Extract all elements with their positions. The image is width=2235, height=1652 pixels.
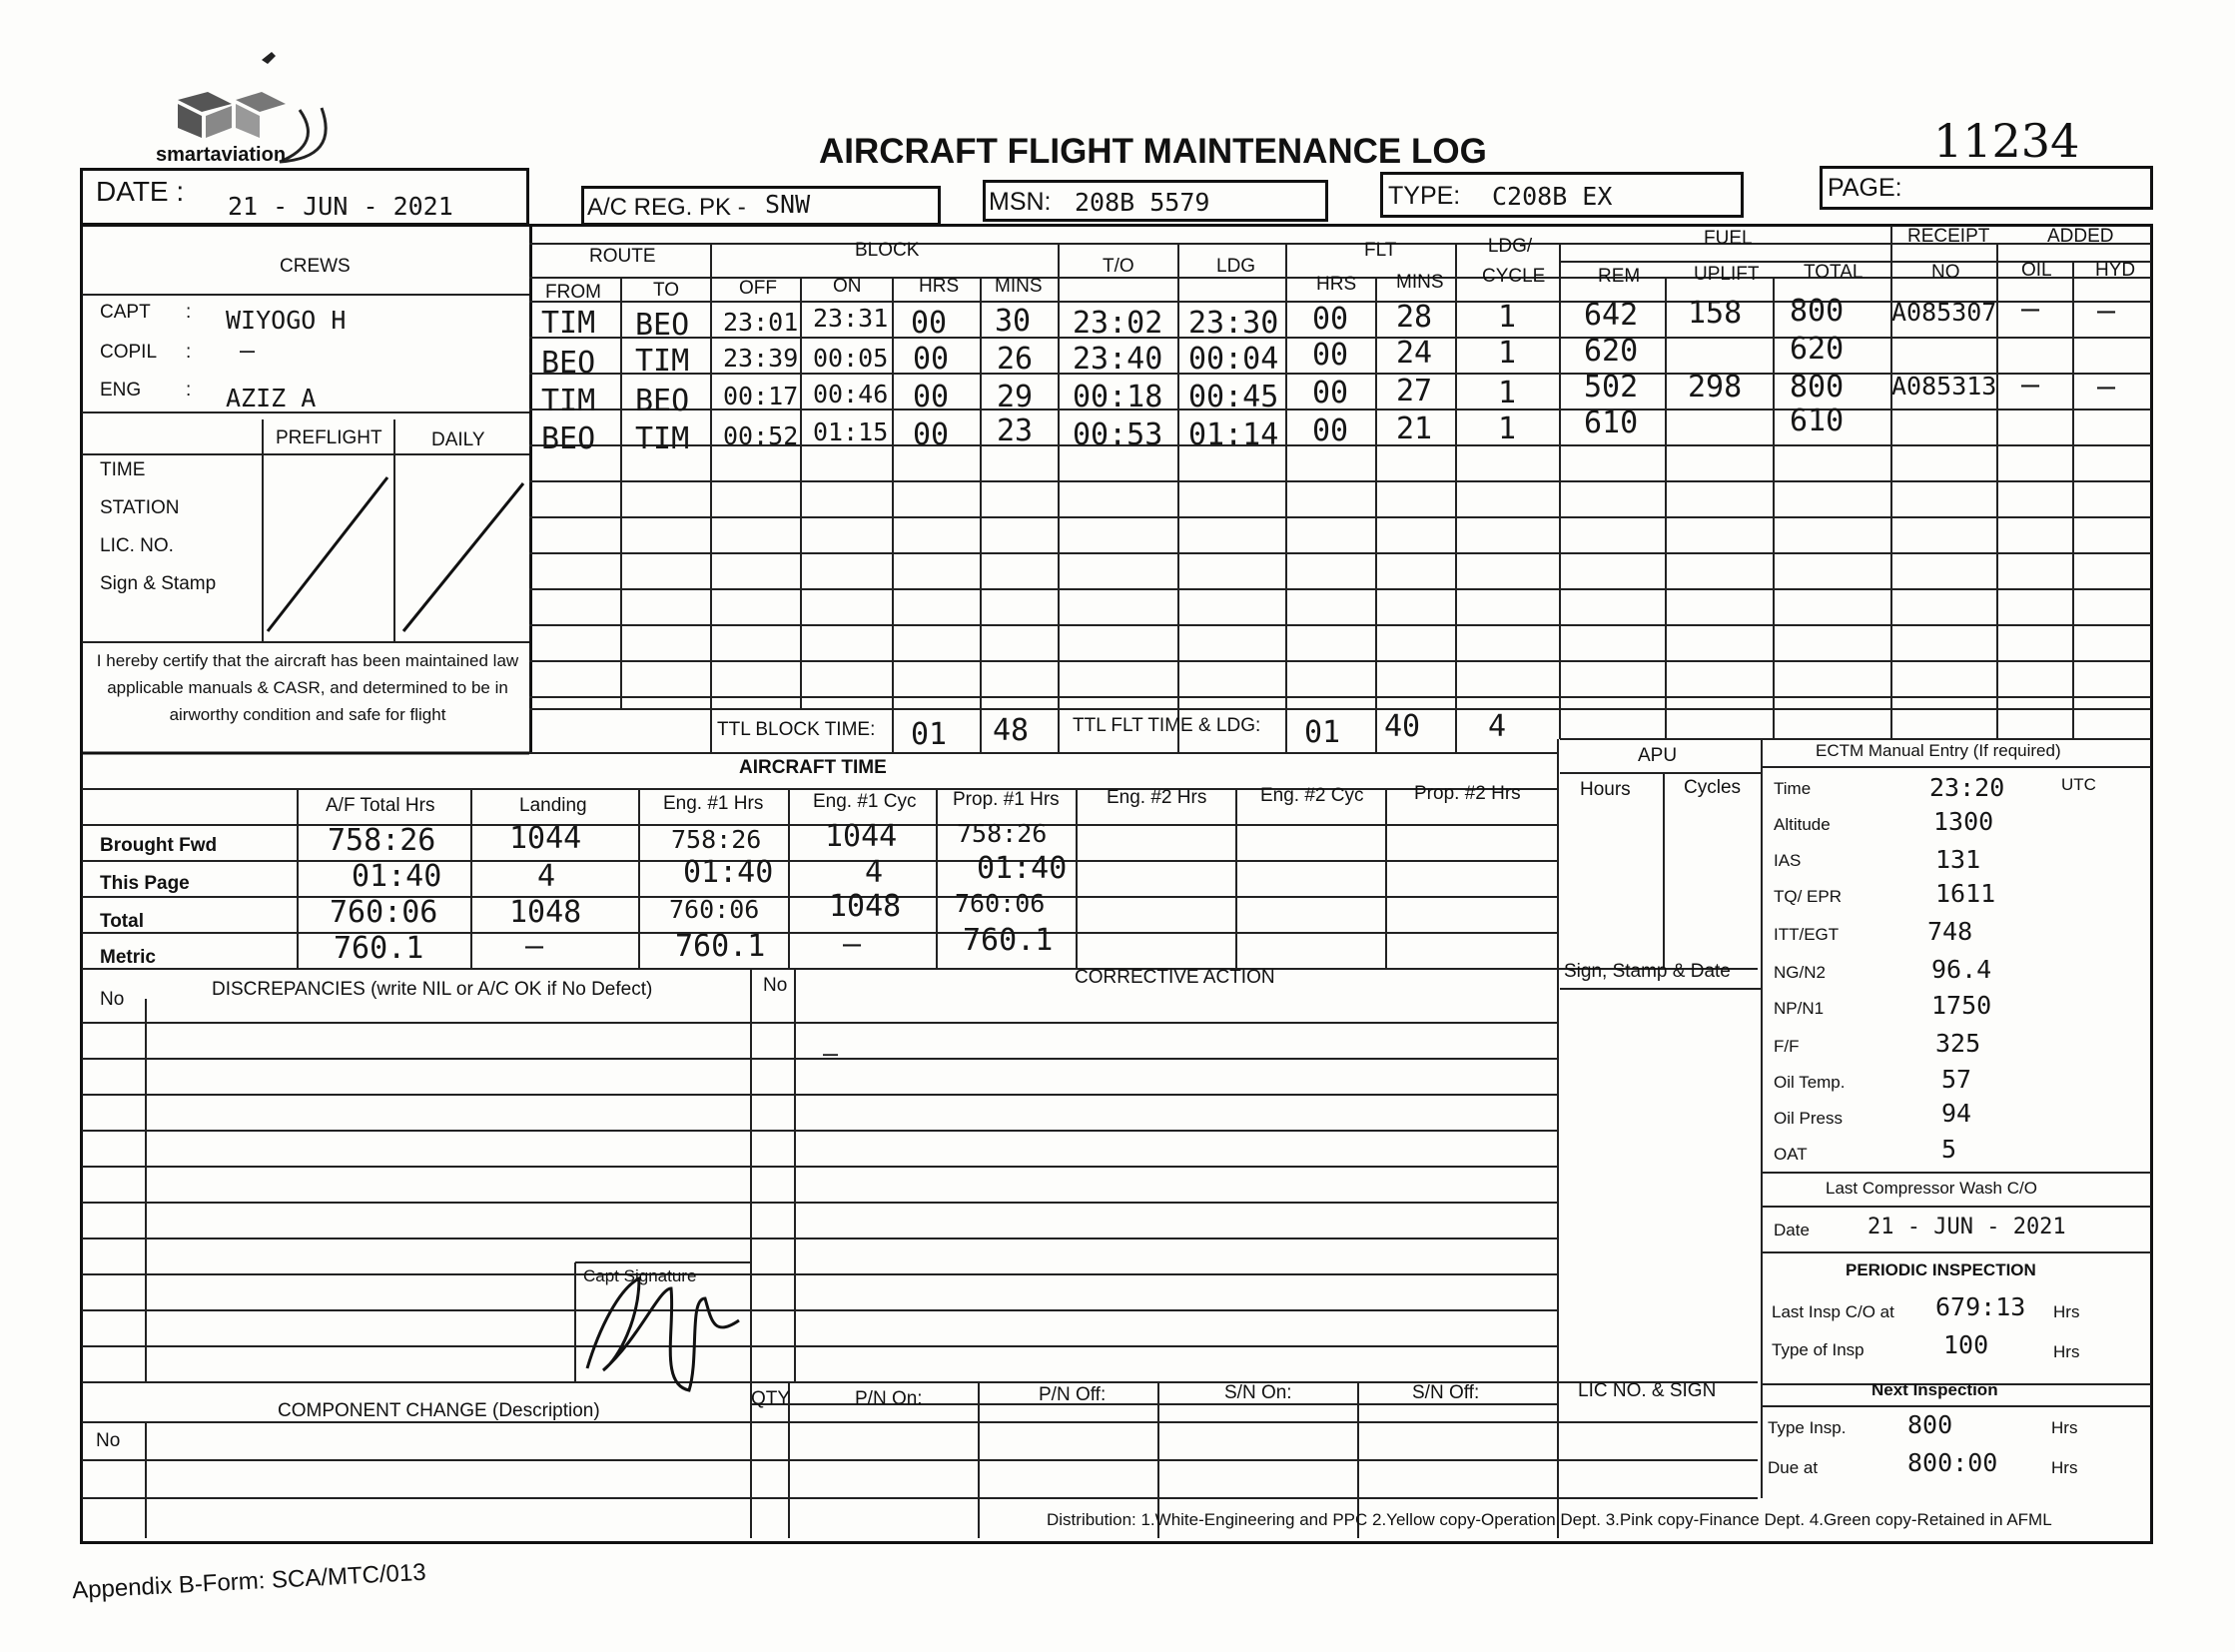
aircraft-time-title: AIRCRAFT TIME — [739, 757, 887, 778]
added-header: ADDED — [2047, 226, 2114, 247]
col-eng2-hrs: Eng. #2 Hrs — [1107, 787, 1207, 808]
flight-on: 01:15 — [813, 417, 889, 446]
acreg-label: A/C REG. PK - — [587, 194, 746, 221]
fuel-total: 610 — [1790, 404, 1845, 438]
type-insp-value: 100 — [1943, 1330, 1989, 1359]
flight-off: 23:01 — [723, 308, 799, 337]
fuel-total: 800 — [1790, 294, 1845, 329]
to-time-header: T/O — [1103, 256, 1134, 277]
fuel-uplift: 158 — [1688, 296, 1743, 331]
ectm-label: IAS — [1774, 851, 1802, 870]
af-total-hrs-value: 01:40 — [352, 859, 442, 894]
ectm-value: 1611 — [1935, 879, 1996, 908]
row-total: Total — [100, 911, 144, 932]
fuel-rem: 610 — [1584, 406, 1639, 440]
flight-mins: 23 — [997, 413, 1034, 448]
flight-cycle: 1 — [1498, 412, 1517, 446]
route-header: ROUTE — [589, 246, 656, 267]
ectm-label: Time — [1774, 779, 1812, 798]
logo-text: smartaviation — [156, 144, 287, 166]
capt-value: WIYOGO H — [226, 306, 347, 335]
corrective-no-header: No — [763, 975, 788, 996]
fuel-rem: 502 — [1584, 370, 1639, 405]
sn-on-header: S/N On: — [1224, 1382, 1292, 1403]
flight-mins: 29 — [997, 380, 1034, 414]
eng1-cyc-value: – — [843, 927, 862, 962]
landing-value: 1044 — [509, 821, 582, 856]
col-eng1-cyc: Eng. #1 Cyc — [813, 791, 917, 812]
block-header: BLOCK — [855, 240, 920, 261]
certification-text: I hereby certify that the aircraft has been maintained law applicable manuals & CASR, and determined to be in airworthy condition and safe for flight — [96, 651, 519, 724]
appendix-form-id: Appendix B-Form: SCA/MTC/013 — [71, 1558, 427, 1605]
flight-from: BEO — [541, 421, 596, 456]
ectm-value: 96.4 — [1931, 955, 1992, 984]
ttl-block-mins: 48 — [993, 713, 1030, 748]
flight-landing: 00:45 — [1188, 380, 1279, 414]
copil-label: COPIL — [100, 342, 158, 363]
flight-takeoff: 23:40 — [1073, 342, 1163, 377]
eng1-hrs-value: 01:40 — [683, 855, 774, 890]
rem-header: REM — [1598, 266, 1641, 287]
wash-date-value: 21 - JUN - 2021 — [1867, 1215, 2066, 1239]
eng1-cyc-value: 1048 — [829, 889, 902, 924]
licno-label: LIC. NO. — [100, 535, 174, 556]
ectm-label: Oil Temp. — [1774, 1073, 1846, 1092]
capt-signature-mark — [587, 1278, 739, 1390]
ectm-title: ECTM Manual Entry (If required) — [1816, 741, 2061, 760]
serial-number: 11234 — [1933, 114, 2080, 168]
discrepancy-no-header: No — [100, 989, 125, 1010]
flight-from: BEO — [541, 346, 596, 381]
off-header: OFF — [739, 278, 777, 299]
from-header: FROM — [545, 282, 601, 303]
flight-to: BEO — [635, 308, 690, 343]
msn-label: MSN: — [989, 188, 1052, 216]
flight-flt-mins: 21 — [1396, 412, 1433, 446]
on-header: ON — [833, 276, 862, 297]
flight-landing: 23:30 — [1188, 306, 1279, 341]
receipt-header: RECEIPT — [1907, 226, 1990, 247]
page-title: AIRCRAFT FLIGHT MAINTENANCE LOG — [819, 132, 1487, 171]
flt-hrs-header: HRS — [1316, 274, 1357, 295]
flight-on: 00:05 — [813, 344, 889, 373]
apu-hours: Hours — [1580, 779, 1631, 800]
preflight-label: PREFLIGHT — [276, 427, 382, 448]
flight-hrs: 00 — [913, 380, 950, 414]
landing-value: 1048 — [509, 895, 582, 930]
col-eng1-hrs: Eng. #1 Hrs — [663, 793, 764, 814]
type-label: TYPE: — [1388, 182, 1461, 210]
hyd-added: – — [2097, 370, 2116, 405]
flight-off: 00:17 — [723, 382, 799, 411]
due-at-label: Due at — [1768, 1458, 1819, 1477]
oil-added: – — [2021, 368, 2040, 403]
ttl-block-label: TTL BLOCK TIME: — [717, 719, 876, 740]
flight-flt-mins: 24 — [1396, 336, 1433, 371]
acreg-value: SNW — [765, 190, 811, 219]
col-landing: Landing — [519, 795, 587, 816]
ectm-label: NP/N1 — [1774, 999, 1825, 1018]
flight-hrs: 00 — [913, 342, 950, 377]
eng1-hrs-value: 760.1 — [675, 929, 766, 964]
flight-flt-mins: 27 — [1396, 374, 1433, 409]
ldg-header: LDG — [1216, 256, 1256, 277]
row-brought-fwd: Brought Fwd — [100, 835, 218, 856]
flight-mins: 30 — [995, 304, 1032, 339]
af-total-hrs-value: 760:06 — [330, 895, 438, 930]
block-hrs-header: HRS — [919, 276, 960, 297]
ectm-label: TQ/ EPR — [1774, 887, 1843, 906]
copil-value: — — [240, 336, 256, 365]
last-insp-hrs: Hrs — [2053, 1302, 2080, 1321]
due-at-hrs: Hrs — [2051, 1458, 2078, 1477]
landing-value: – — [525, 929, 544, 964]
time-label: TIME — [100, 459, 146, 480]
ttl-flt-label: TTL FLT TIME & LDG: — [1073, 715, 1261, 736]
station-label: STATION — [100, 497, 180, 518]
due-at-value: 800:00 — [1907, 1448, 1998, 1477]
block-mins-header: MINS — [995, 276, 1043, 297]
flight-takeoff: 00:53 — [1073, 417, 1163, 452]
flight-on: 00:46 — [813, 380, 889, 409]
flight-flt-hrs: 00 — [1312, 338, 1349, 373]
date-label: DATE : — [96, 176, 185, 207]
flight-from: TIM — [541, 384, 596, 418]
ttl-flt-mins: 40 — [1384, 709, 1421, 744]
type-insp-label: Type of Insp — [1772, 1340, 1864, 1359]
sign-stamp-date-header: Sign, Stamp & Date — [1564, 961, 1731, 982]
lic-sign-header: LIC NO. & SIGN — [1578, 1380, 1717, 1401]
flight-to: TIM — [635, 421, 690, 456]
to-header: TO — [653, 280, 680, 301]
sign-stamp-label: Sign & Stamp — [100, 573, 217, 594]
ectm-value: 1300 — [1933, 807, 1994, 836]
ectm-label: Oil Press — [1774, 1109, 1843, 1128]
ectm-unit: UTC — [2061, 775, 2096, 794]
fuel-header: FUEL — [1704, 228, 1753, 249]
pn-on-header: P/N On: — [855, 1388, 923, 1409]
hyd-header: HYD — [2095, 260, 2136, 281]
flight-to: TIM — [635, 344, 690, 379]
component-no-header: No — [96, 1430, 121, 1451]
receipt-number: A085307 — [1891, 298, 1997, 327]
landing-value: 4 — [537, 859, 556, 894]
flt-header: FLT — [1364, 240, 1397, 261]
type-value: C208B EX — [1492, 182, 1613, 211]
flight-landing: 00:04 — [1188, 342, 1279, 377]
ectm-value: 5 — [1941, 1135, 1957, 1164]
capt-colon: : — [186, 302, 192, 323]
eng1-hrs-value: 760:06 — [669, 895, 760, 924]
next-inspection-title: Next Inspection — [1871, 1380, 1998, 1399]
copil-colon: : — [186, 342, 192, 363]
oil-added: – — [2021, 292, 2040, 327]
ectm-value: 325 — [1935, 1029, 1981, 1058]
last-insp-value: 679:13 — [1935, 1292, 2026, 1321]
ectm-value: 748 — [1927, 917, 1973, 946]
flight-flt-hrs: 00 — [1312, 376, 1349, 411]
eng-label: ENG — [100, 380, 142, 401]
total-header: TOTAL — [1804, 262, 1863, 283]
next-type-insp-value: 800 — [1907, 1410, 1953, 1439]
prop1-hrs-value: 01:40 — [977, 851, 1068, 886]
flight-off: 00:52 — [723, 421, 799, 450]
distribution-note: Distribution: 1.White-Engineering and PPC 2.Yellow copy-Operation Dept. 3.Pink copy-Finance Dept. 4.Green copy-Retained in AFML — [1047, 1510, 2052, 1529]
next-type-hrs: Hrs — [2051, 1418, 2078, 1437]
col-eng2-cyc: Eng. #2 Cyc — [1260, 785, 1364, 806]
flight-off: 23:39 — [723, 344, 799, 373]
receipt-number: A085313 — [1891, 372, 1997, 401]
row-metric: Metric — [100, 947, 156, 968]
flight-flt-mins: 28 — [1396, 300, 1433, 335]
prop1-hrs-value: 760.1 — [963, 923, 1054, 958]
flight-hrs: 00 — [913, 417, 950, 452]
apu-cycles: Cycles — [1684, 777, 1742, 798]
ectm-value: 94 — [1941, 1099, 1972, 1128]
fuel-total: 800 — [1790, 370, 1845, 405]
capt-signature-label: Capt Signature — [583, 1266, 697, 1285]
flight-mins: 26 — [997, 342, 1034, 377]
eng-colon: : — [186, 380, 192, 401]
next-type-insp-label: Type Insp. — [1768, 1418, 1847, 1437]
wash-title: Last Compressor Wash C/O — [1826, 1179, 2037, 1198]
flight-flt-hrs: 00 — [1312, 413, 1349, 448]
prop1-hrs-value: 760:06 — [955, 889, 1046, 918]
col-prop1-hrs: Prop. #1 Hrs — [953, 789, 1060, 810]
flight-from: TIM — [541, 306, 596, 341]
ectm-value: 131 — [1935, 845, 1981, 874]
flight-cycle: 1 — [1498, 300, 1517, 335]
ectm-label: OAT — [1774, 1145, 1808, 1164]
pn-off-header: P/N Off: — [1039, 1384, 1107, 1405]
ectm-value: 23:20 — [1929, 773, 2005, 802]
discrepancy-header: DISCREPANCIES (write NIL or A/C OK if No Defect) — [212, 979, 653, 1000]
flight-hrs: 00 — [911, 306, 948, 341]
oil-header: OIL — [2021, 260, 2052, 281]
flight-flt-hrs: 00 — [1312, 302, 1349, 337]
row-this-page: This Page — [100, 873, 190, 894]
ectm-label: Altitude — [1774, 815, 1831, 834]
receipt-no-header: NO — [1931, 262, 1960, 283]
flight-landing: 01:14 — [1188, 417, 1279, 452]
daily-label: DAILY — [431, 429, 485, 450]
ectm-label: NG/N2 — [1774, 963, 1826, 982]
flight-on: 23:31 — [813, 304, 889, 333]
component-change-header: COMPONENT CHANGE (Description) — [278, 1400, 600, 1421]
fuel-total: 620 — [1790, 332, 1845, 367]
qty-header: QTY — [751, 1388, 791, 1409]
af-total-hrs-value: 760.1 — [334, 931, 424, 966]
ttl-block-hrs: 01 — [911, 717, 948, 752]
uplift-header: UPLIFT — [1694, 264, 1760, 285]
ttl-flt-hrs: 01 — [1304, 715, 1341, 750]
last-insp-label: Last Insp C/O at — [1772, 1302, 1894, 1321]
prop1-hrs-value: 758:26 — [957, 819, 1048, 848]
ectm-value: 1750 — [1931, 991, 1992, 1020]
periodic-inspection-title: PERIODIC INSPECTION — [1846, 1260, 2036, 1279]
capt-label: CAPT — [100, 302, 151, 323]
msn-value: 208B 5579 — [1075, 188, 1210, 217]
flt-mins-header: MINS — [1396, 272, 1444, 293]
eng-value: AZIZ A — [226, 384, 317, 413]
wash-date-label: Date — [1774, 1221, 1810, 1239]
ectm-label: ITT/EGT — [1774, 925, 1840, 944]
ttl-ldg: 4 — [1488, 709, 1507, 744]
af-total-hrs-value: 758:26 — [328, 823, 436, 858]
flight-takeoff: 23:02 — [1073, 306, 1163, 341]
corrective-action-value: — — [823, 1039, 839, 1068]
fuel-uplift: 298 — [1688, 370, 1743, 405]
flight-cycle: 1 — [1498, 376, 1517, 411]
corrective-action-header: CORRECTIVE ACTION — [1075, 967, 1275, 988]
eng1-cyc-value: 1044 — [825, 819, 898, 854]
col-af-total-hrs: A/F Total Hrs — [326, 795, 435, 816]
eng1-hrs-value: 758:26 — [671, 825, 762, 854]
eng1-cyc-value: 4 — [865, 855, 884, 890]
crews-title: CREWS — [280, 256, 351, 277]
ectm-label: F/F — [1774, 1037, 1800, 1056]
hyd-added: – — [2097, 294, 2116, 329]
apu-title: APU — [1638, 745, 1678, 766]
col-prop2-hrs: Prop. #2 Hrs — [1414, 783, 1521, 804]
fuel-rem: 620 — [1584, 334, 1639, 369]
ectm-value: 57 — [1941, 1065, 1972, 1094]
ldg-cycle-header: LDG/ CYCLE — [1482, 236, 1546, 287]
sn-off-header: S/N Off: — [1412, 1382, 1480, 1403]
page-label: PAGE: — [1828, 174, 1902, 202]
type-insp-hrs: Hrs — [2053, 1342, 2080, 1361]
fuel-rem: 642 — [1584, 298, 1639, 333]
flight-takeoff: 00:18 — [1073, 380, 1163, 414]
flight-cycle: 1 — [1498, 336, 1517, 371]
date-value: 21 - JUN - 2021 — [228, 192, 453, 221]
flight-to: BEO — [635, 384, 690, 418]
